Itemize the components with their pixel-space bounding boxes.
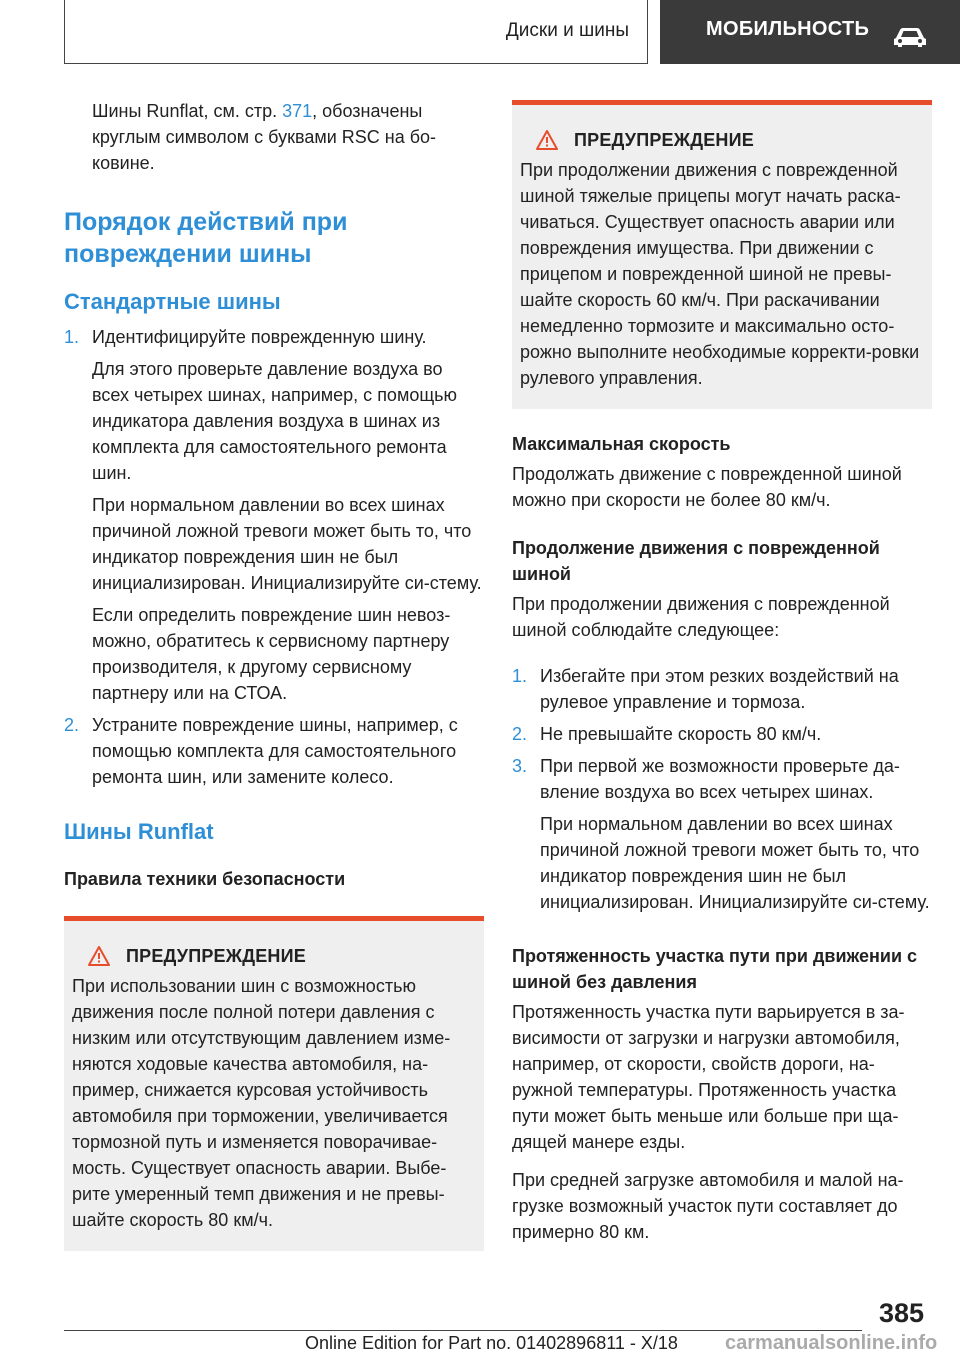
list-item — [512, 663, 932, 715]
warning-box — [512, 100, 932, 409]
step-text: При нормальном давлении во всех шинах причиной ложной тревоги может быть то, что индикатор повреждения шин не был инициализирован. Инициализируйте си-стему. — [540, 814, 930, 912]
list-item — [64, 712, 484, 790]
left-column — [64, 98, 484, 1251]
right-column — [512, 100, 932, 1245]
continue-driving-heading: Продолжение движения с поврежденной шиной — [512, 538, 880, 584]
max-speed-heading: Максимальная скорость — [512, 434, 731, 454]
warning-triangle-icon — [536, 130, 558, 150]
step-text: Избегайте при этом резких воздействий на рулевое управление и тормоза. — [540, 666, 899, 712]
chapter-tab — [660, 0, 960, 64]
step-text: Не превышайте скорость 80 км/ч. — [540, 724, 822, 744]
step-text: При нормальном давлении во всех шинах причиной ложной тревоги может быть то, что индикатор повреждения шин не был инициализирован. Инициализируйте си-стему. — [92, 495, 482, 593]
continue-driving-text: При продолжении движения с поврежденной шиной соблюдайте следующее: — [512, 594, 890, 640]
subheading-standard-tires: Стандартные шины — [64, 289, 281, 314]
warning-header — [72, 943, 476, 969]
list-item — [512, 721, 932, 747]
list-item — [64, 324, 484, 706]
page-link[interactable]: 371 — [282, 101, 313, 121]
warning-text: При использовании шин с возможностью движения после полной потери давления с низким или отсутствующим давлением изме-няются ходовые качества автомобиля, на-пример, снижается курсовая устойчивость автомобиля при торможении, увеличивается тормозной путь и изменяется поворачивае-мость. Существует опасность аварии. Выбе-рите умеренный темп движения и не превы-шайте скорость 80 км/ч. — [72, 976, 451, 1230]
warning-header — [520, 127, 924, 153]
intro-text: Шины Runflat, см. стр. — [92, 101, 283, 121]
intro-paragraph — [64, 98, 484, 176]
footer-divider — [64, 1330, 862, 1331]
distance-heading: Протяженность участка пути при движении с шиной без давления — [512, 946, 918, 992]
page-number: 385 — [878, 1298, 924, 1328]
step-number: 1. — [64, 327, 80, 347]
list-item — [512, 753, 932, 915]
footer-watermark: carmanualsonline.info — [725, 1332, 938, 1354]
warning-title: ПРЕДУПРЕЖДЕНИЕ — [574, 130, 754, 150]
car-icon — [892, 26, 928, 48]
warning-triangle-icon — [88, 946, 110, 966]
step-text: Устраните повреждение шины, например, с помощью комплекта для самостоятельного ремонта шин, или замените колесо. — [92, 715, 458, 787]
header-section-box — [64, 0, 648, 64]
section-title: Диски и шины — [505, 20, 629, 41]
intro-text-end: , обозначены круглым символом с буквами RSC на бо-ковине. — [92, 101, 437, 173]
step-text: Для этого проверьте давление воздуха во всех четырех шинах, например, с помощью индикатора давления воздуха в шинах из комплекта для самостоятельного ремонта шин. — [92, 359, 458, 483]
step-number: 2. — [64, 715, 80, 735]
step-number: 3. — [512, 756, 528, 776]
distance-text-2: При средней загрузке автомобиля и малой на-грузке возможный участок пути составляет до примерно 80 км. — [512, 1170, 904, 1242]
subheading-runflat: Шины Runflat — [64, 819, 214, 844]
warning-box — [64, 916, 484, 1251]
warning-title: ПРЕДУПРЕЖДЕНИЕ — [126, 946, 306, 966]
max-speed-text: Продолжать движение с поврежденной шиной можно при скорости не более 80 км/ч. — [512, 464, 902, 510]
step-text: При первой же возможности проверьте да-вление воздуха во всех четырех шинах. — [540, 756, 900, 802]
footer-edition: Online Edition for Part no. 01402896811 - X/18 — [305, 1333, 678, 1353]
distance-text: Протяженность участка пути варьируется в за-висимости от загрузки и нагрузки автомобиля, например, от скорости, свойств дороги, на-ружной температуры. Протяженность участка пути может быть меньше или больше при ща-дящей манере езды. — [512, 1002, 905, 1152]
step-number: 2. — [512, 724, 528, 744]
chapter-title: МОБИЛЬНОСТЬ — [706, 18, 870, 40]
step-text: Если определить повреждение шин невоз-можно, обратитесь к сервисному партнеру производителя, к другому сервисному партнеру или на СТОА. — [92, 605, 451, 703]
step-number: 1. — [512, 666, 528, 686]
warning-text: При продолжении движения с поврежденной шиной тяжелые прицепы могут начать раска-чиваться. Существует опасность аварии или повреждения имущества. При движении с прицепом и поврежденной шиной не превы-шайте скорость 60 км/ч. При раскачивании немедленно тормозите и максимально осто-рожно выполните необходимые корректи-ровки рулевого управления. — [520, 160, 920, 388]
safety-heading: Правила техники безопасности — [64, 869, 346, 889]
section-heading: Порядок действий при повреждении шины — [64, 208, 348, 268]
step-text: Идентифицируйте поврежденную шину. — [92, 327, 427, 347]
